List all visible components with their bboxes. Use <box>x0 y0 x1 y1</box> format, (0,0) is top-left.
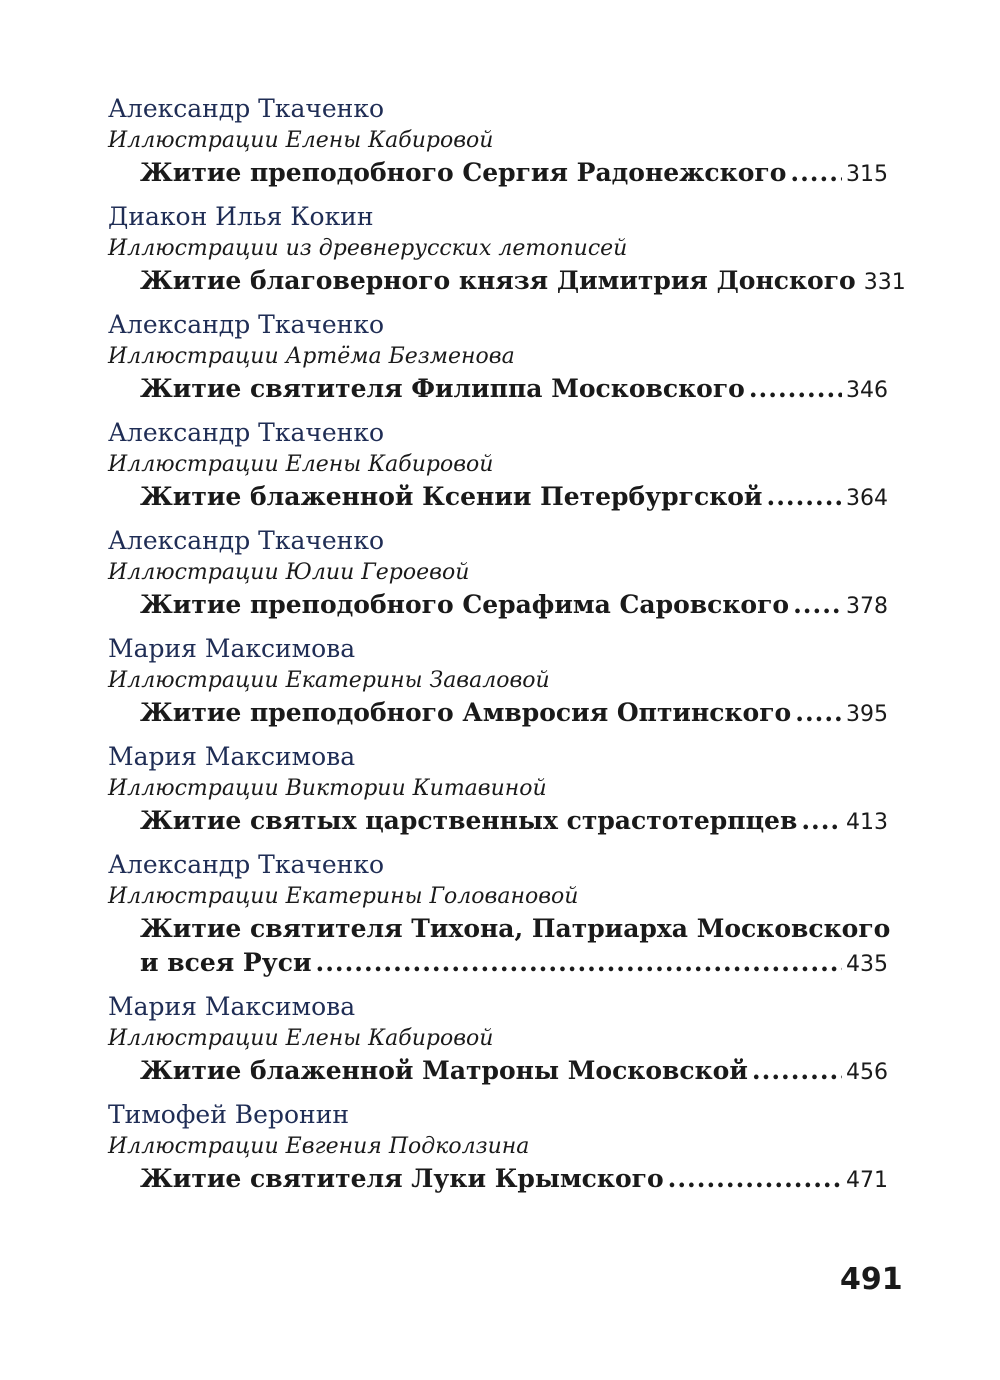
entry-title: Житие преподобного Серафима Саровского <box>140 590 790 619</box>
entry-title-line[interactable] <box>140 1162 888 1198</box>
entry-illustrator: Иллюстрации Елены Кабировой <box>108 128 494 153</box>
entry-title: Житие блаженной Матроны Московской <box>140 1056 748 1085</box>
entry-author: Мария Максимова <box>108 634 356 663</box>
toc-entry <box>108 848 891 982</box>
table-of-contents <box>108 92 906 1206</box>
entry-title: Житие благоверного князя Димитрия Донского <box>140 266 856 295</box>
entry-page-number: 346 <box>846 378 888 403</box>
dot-leader <box>749 372 842 406</box>
entry-author: Диакон Илья Кокин <box>108 202 374 231</box>
entry-title: Житие преподобного Амвросия Оптинского <box>140 698 792 727</box>
entry-illustrator: Иллюстрации Виктории Китавиной <box>108 776 547 801</box>
entry-page-number: 395 <box>846 702 888 727</box>
entry-title-line[interactable] <box>140 1054 888 1090</box>
entry-title: Житие преподобного Сергия Радонежского <box>140 158 787 187</box>
entry-title: Житие святых царственных страстотерпцев <box>140 806 798 835</box>
entry-title: и всея Руси <box>140 948 312 977</box>
entry-title-line[interactable] <box>140 156 888 192</box>
entry-title: Житие святителя Луки Крымского <box>140 1164 664 1193</box>
entry-page-number: 331 <box>863 270 906 295</box>
entry-illustrator: Иллюстрации Елены Кабировой <box>108 452 494 477</box>
entry-illustrator: Иллюстрации Елены Кабировой <box>108 1026 494 1051</box>
dot-leader <box>790 156 842 190</box>
toc-entry <box>108 990 888 1090</box>
dot-leader <box>795 696 842 730</box>
entry-title-first-line[interactable]: Житие святителя Тихона, Патриарха Московского <box>140 914 891 943</box>
entry-author: Александр Ткаченко <box>108 310 385 339</box>
entry-author: Александр Ткаченко <box>108 526 385 555</box>
toc-entry <box>108 308 888 408</box>
dot-leader <box>315 946 842 980</box>
dot-leader <box>793 588 842 622</box>
entry-page-number: 435 <box>846 952 888 977</box>
toc-entry <box>108 416 888 516</box>
entry-author: Тимофей Веронин <box>108 1100 350 1129</box>
entry-title-line[interactable] <box>140 588 888 624</box>
entry-title-line[interactable] <box>140 480 888 516</box>
entry-illustrator: Иллюстрации из древнерусских летописей <box>108 236 628 261</box>
entry-title-line[interactable] <box>140 372 888 408</box>
toc-entry <box>108 1098 888 1198</box>
entry-author: Мария Максимова <box>108 992 356 1021</box>
entry-page-number: 315 <box>846 162 888 187</box>
entry-page-number: 456 <box>846 1060 888 1085</box>
entry-title: Житие святителя Филиппа Московского <box>140 374 745 403</box>
entry-illustrator: Иллюстрации Екатерины Заваловой <box>108 668 550 693</box>
entry-author: Александр Ткаченко <box>108 850 385 879</box>
entry-illustrator: Иллюстрации Екатерины Головановой <box>108 884 579 909</box>
entry-illustrator: Иллюстрации Артёма Безменова <box>108 344 515 369</box>
entry-title-line[interactable] <box>140 946 888 982</box>
entry-page-number: 364 <box>846 486 888 511</box>
page-number: 491 <box>840 1262 903 1297</box>
entry-author: Александр Ткаченко <box>108 94 385 123</box>
entry-author: Александр Ткаченко <box>108 418 385 447</box>
dot-leader <box>801 804 842 838</box>
entry-illustrator: Иллюстрации Евгения Подколзина <box>108 1134 530 1159</box>
dot-leader <box>752 1054 842 1088</box>
toc-entry <box>108 524 888 624</box>
entry-author: Мария Максимова <box>108 742 356 771</box>
entry-title-line[interactable] <box>140 804 888 840</box>
toc-entry <box>108 632 888 732</box>
entry-page-number: 378 <box>846 594 888 619</box>
toc-entry <box>108 200 906 300</box>
entry-page-number: 413 <box>846 810 888 835</box>
toc-entry <box>108 92 888 192</box>
dot-leader <box>766 480 842 514</box>
toc-entry <box>108 740 888 840</box>
entry-page-number: 471 <box>846 1168 888 1193</box>
dot-leader <box>668 1162 842 1196</box>
entry-title-line[interactable] <box>140 696 888 732</box>
entry-title: Житие блаженной Ксении Петербургской <box>140 482 763 511</box>
entry-illustrator: Иллюстрации Юлии Героевой <box>108 560 470 585</box>
entry-title-line[interactable] <box>140 264 906 300</box>
